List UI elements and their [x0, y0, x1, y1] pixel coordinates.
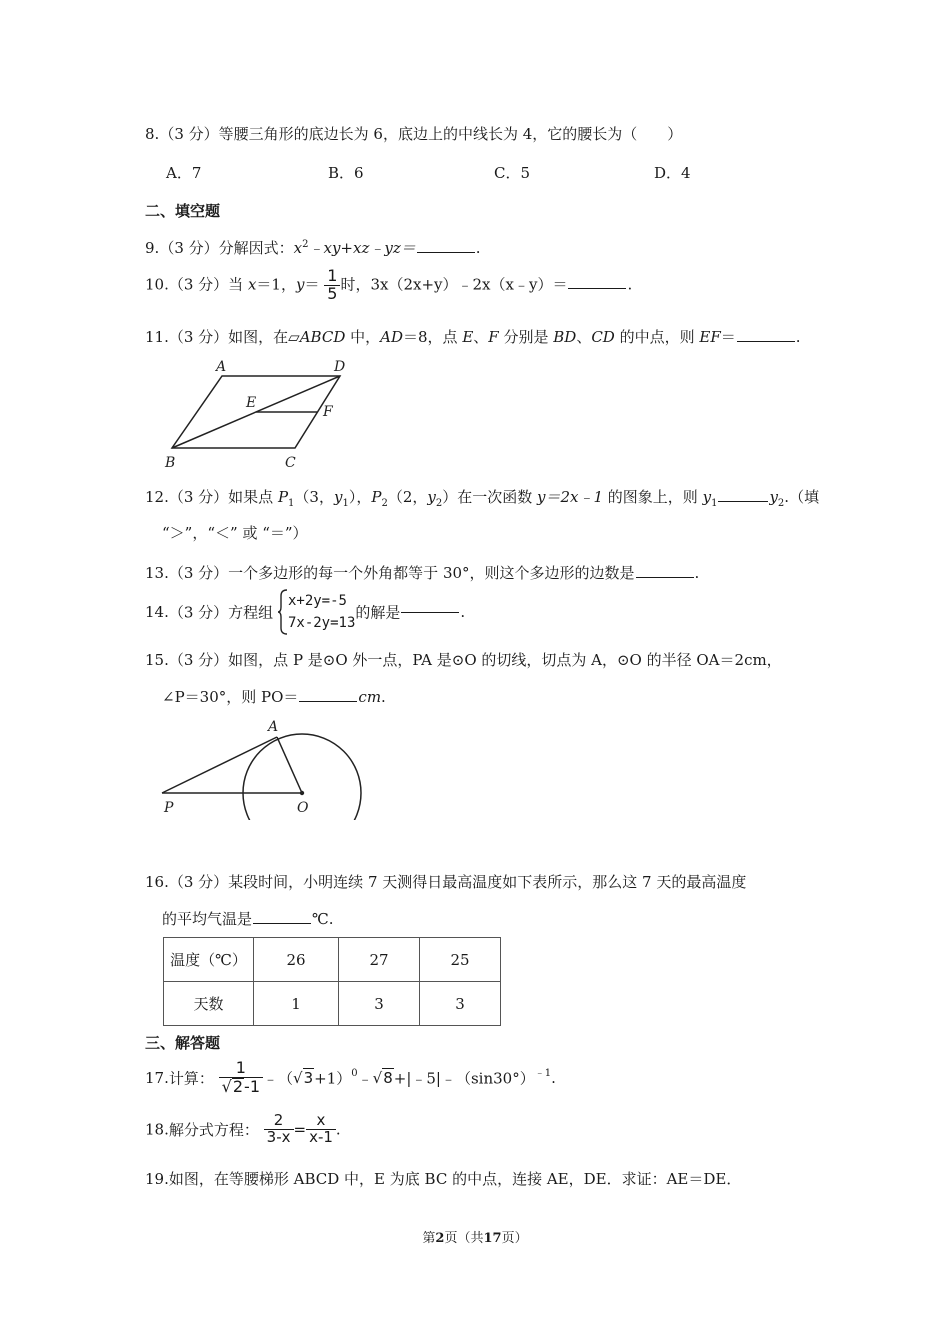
q16-line2-a: 的平均气温是	[162, 910, 253, 928]
q11-text-c: ＝8，点	[403, 328, 463, 346]
q10-fraction	[324, 268, 340, 303]
q18-right-fraction	[306, 1113, 336, 1146]
figure-parallelogram	[160, 355, 360, 475]
section-heading-answers: 三、解答题	[145, 1034, 221, 1052]
q17-label: 计算：	[168, 1069, 214, 1088]
label-o: O	[297, 800, 309, 816]
q10-eq1: ＝1，	[256, 275, 296, 294]
equation-system	[278, 588, 355, 636]
equation-lines	[288, 590, 355, 634]
q15-unit: cm	[358, 688, 382, 706]
q8-option-b: B．6	[328, 164, 364, 182]
q12-coord1: （3，	[294, 488, 334, 506]
q14-score: （3 分）	[168, 603, 229, 622]
q17-sup0: 0	[351, 1067, 358, 1079]
q15-line2-a: ∠P＝30°，则 PO＝	[162, 688, 299, 706]
q17-part-c: ﹣	[357, 1069, 373, 1088]
q11-number: 11.	[145, 328, 169, 346]
q11-abcd: ABCD	[299, 328, 346, 346]
q9-prefix: 分解因式：	[218, 239, 294, 257]
answer-blank[interactable]	[568, 287, 626, 289]
q14-suffix: 的解是	[355, 603, 401, 622]
q14-prefix: 方程组	[228, 603, 274, 622]
q19-text: 如图，在等腰梯形 ABCD 中，E 为底 BC 的中点，连接 AE，DE．求证：AE＝DE．	[168, 1170, 742, 1188]
q12-y-left-sub: 1	[711, 498, 718, 509]
q18-number: 18.	[145, 1120, 169, 1139]
table-cell: 天数	[164, 982, 254, 1026]
label-b: B	[165, 455, 176, 471]
q13-end: .	[694, 564, 700, 582]
q10-frac-den: 5	[327, 283, 338, 303]
q17-root1: 2	[232, 1076, 244, 1096]
answer-blank[interactable]	[253, 922, 311, 924]
q11-sep: 、	[473, 328, 489, 346]
q12-s1: 1	[342, 498, 349, 509]
q15-number: 15.	[145, 651, 169, 669]
q17-frac-den: √2-1	[221, 1076, 260, 1096]
q15-end: .	[381, 688, 386, 706]
footer-c: 页）	[501, 1231, 528, 1246]
q11-text-d: 分别是	[498, 328, 554, 346]
label-a: A	[268, 719, 279, 735]
q10-score: （3 分）	[168, 275, 229, 294]
table-cell: 26	[254, 938, 339, 982]
q10-number: 10.	[145, 275, 169, 294]
q12-coord2: （2，	[387, 488, 428, 506]
label-a: A	[216, 359, 227, 375]
q14-end: .	[460, 603, 466, 621]
answer-blank[interactable]	[417, 251, 475, 253]
q12-y-right: y	[769, 488, 778, 506]
q12-text-a: 如果点	[228, 488, 278, 506]
q17-part-d: +|﹣5|﹣（sin30°）	[393, 1069, 535, 1088]
q9-number: 9.	[145, 239, 160, 257]
q11-f: F	[488, 328, 499, 346]
q17-frac-num: 1	[219, 1060, 263, 1078]
footer-b: 页（共	[444, 1231, 484, 1246]
table-cell: 温度（℃）	[164, 938, 254, 982]
q10-expr: 3x（2x+y）﹣2x（x﹣y）＝	[370, 275, 568, 294]
table-cell: 3	[339, 982, 420, 1026]
q9-expr: ﹣xy+xz﹣yz＝	[308, 239, 416, 257]
q11-text-b: 中，	[345, 328, 381, 346]
q12-y-right-sub: 2	[777, 498, 785, 509]
question-15	[145, 649, 782, 670]
q15-line2	[162, 686, 386, 707]
q11-text-f: 的中点，则	[614, 328, 700, 346]
q18-label: 解分式方程：	[168, 1120, 259, 1139]
q13-text: 一个多边形的每一个外角都等于 30°，则这个多边形的边数是	[228, 564, 635, 582]
table-row	[164, 982, 501, 1026]
q12-score: （3 分）	[168, 488, 229, 506]
answer-blank[interactable]	[737, 340, 795, 342]
q8-text: 等腰三角形的底边长为 6，底边上的中线长为 4，它的腰长为（ ）	[218, 125, 683, 143]
q11-end: .	[795, 328, 801, 346]
q13-score: （3 分）	[168, 564, 229, 582]
table-cell: 27	[339, 938, 420, 982]
q11-text-a: 如图，在▱	[228, 328, 300, 346]
q11-text-e: 、	[576, 328, 592, 346]
page-footer	[0, 1227, 950, 1246]
question-8	[145, 123, 682, 144]
q17-end: .	[551, 1068, 556, 1087]
q18-r-num: x	[306, 1113, 336, 1130]
q12-s2: 2	[435, 498, 443, 509]
q12-sub2: 2	[381, 498, 388, 509]
q12-number: 12.	[145, 488, 169, 506]
q8-option-d: D．4	[654, 164, 691, 182]
q19-number: 19.	[145, 1170, 169, 1188]
label-d: D	[334, 359, 346, 375]
q12-text-b: 的图象上，则	[603, 488, 703, 506]
q18-end: .	[335, 1120, 341, 1139]
q12-p1: P	[277, 488, 289, 506]
q8-score: （3 分）	[159, 125, 219, 143]
answer-blank[interactable]	[401, 611, 459, 613]
q17-sqrt8: √8	[372, 1069, 393, 1088]
q12-sub1: 1	[288, 498, 295, 509]
q10-x: x	[247, 275, 257, 294]
q14-eq1: x+2y=-5	[287, 593, 347, 609]
q11-ad: AD	[380, 328, 403, 346]
q11-score: （3 分）	[168, 328, 229, 346]
q10-shi: 时，	[340, 275, 371, 294]
q18-left-fraction	[264, 1113, 294, 1146]
q17-sup1: ﹣1	[534, 1067, 552, 1079]
label-c: C	[285, 455, 296, 471]
q10-y: y	[295, 275, 305, 294]
table-row	[164, 938, 501, 982]
footer-total-pages: 17	[483, 1231, 502, 1246]
q17-den-rest: -1	[244, 1076, 260, 1096]
footer-page-number: 2	[435, 1231, 445, 1246]
q17-part-b: +1）	[314, 1069, 352, 1088]
q12-y2: y	[427, 488, 436, 506]
question-14	[145, 588, 465, 636]
label-e: E	[246, 395, 257, 411]
q15-score: （3 分）	[168, 651, 229, 669]
label-f: F	[323, 404, 333, 420]
q16-line2	[162, 908, 334, 929]
q17-number: 17.	[145, 1068, 169, 1087]
q12-y-left: y	[702, 488, 712, 506]
q8-option-a: A．7	[166, 164, 202, 182]
question-19	[145, 1168, 741, 1189]
question-16	[145, 871, 746, 892]
q18-l-num: 2	[264, 1113, 294, 1130]
table-cell: 1	[254, 982, 339, 1026]
label-p: P	[164, 800, 174, 816]
question-12	[145, 486, 819, 509]
answer-blank[interactable]	[636, 576, 694, 578]
q18-r-den: x-1	[309, 1127, 333, 1146]
figure-circle-tangent	[160, 715, 370, 820]
footer-a: 第	[422, 1231, 436, 1246]
q12-close1: ），	[348, 488, 372, 506]
q16-unit: ℃.	[312, 910, 334, 928]
q10-eq2: ＝	[304, 275, 320, 294]
q12-text-c: .（填	[784, 488, 820, 506]
q16-line1: 某段时间，小明连续 7 天测得日最高温度如下表所示，那么这 7 天的最高温度	[228, 873, 747, 891]
q11-e: E	[462, 328, 474, 346]
q10-frac-num: 1	[324, 268, 340, 286]
q9-expr-sup: 2	[302, 239, 309, 250]
question-10	[145, 268, 632, 303]
answer-blank[interactable]	[299, 700, 357, 702]
q17-root2: 3	[303, 1069, 314, 1088]
q16-number: 16.	[145, 873, 169, 891]
q12-func: y＝2x﹣1	[537, 488, 604, 506]
q17-part-a: ﹣（	[263, 1069, 294, 1088]
question-18	[145, 1113, 341, 1146]
table-cell: 3	[420, 982, 501, 1026]
question-9	[145, 237, 481, 258]
q17-root3: 8	[383, 1069, 393, 1088]
q9-expr-x: x	[293, 239, 303, 257]
question-13	[145, 562, 699, 583]
q13-number: 13.	[145, 564, 169, 582]
q9-end: .	[475, 239, 481, 257]
temperature-table	[163, 937, 501, 1026]
section-heading-fill-in: 二、填空题	[145, 202, 221, 220]
question-11	[145, 326, 801, 347]
q9-score: （3 分）	[159, 239, 219, 257]
q14-eq2: 7x-2y=13	[287, 615, 356, 631]
question-17	[145, 1060, 556, 1096]
q11-cd: CD	[591, 328, 615, 346]
q12-close2: ）在一次函数	[442, 488, 537, 506]
q14-number: 14.	[145, 603, 169, 621]
q10-when: 当	[228, 275, 248, 294]
q11-text-g: ＝	[720, 328, 736, 346]
answer-blank[interactable]	[718, 500, 768, 502]
brace-icon	[278, 588, 288, 636]
q18-l-den: 3-x	[266, 1127, 291, 1146]
q12-y1: y	[333, 488, 343, 506]
q11-bd: BD	[553, 328, 577, 346]
q17-sqrt3: √3	[293, 1069, 314, 1088]
q12-line2: “＞”，“＜” 或 “＝”）	[162, 524, 308, 542]
table-cell: 25	[420, 938, 501, 982]
q8-number: 8.	[145, 125, 160, 143]
q18-eq: =	[293, 1120, 307, 1139]
q16-score: （3 分）	[168, 873, 229, 891]
q10-end: .	[627, 275, 633, 294]
q12-p2: P	[371, 488, 382, 506]
q17-fraction	[219, 1060, 263, 1096]
q15-line1: 如图，点 P 是⊙O 外一点，PA 是⊙O 的切线，切点为 A，⊙O 的半径 OA＝2cm，	[228, 651, 782, 669]
q11-ef: EF	[699, 328, 721, 346]
q8-option-c: C．5	[494, 164, 531, 182]
